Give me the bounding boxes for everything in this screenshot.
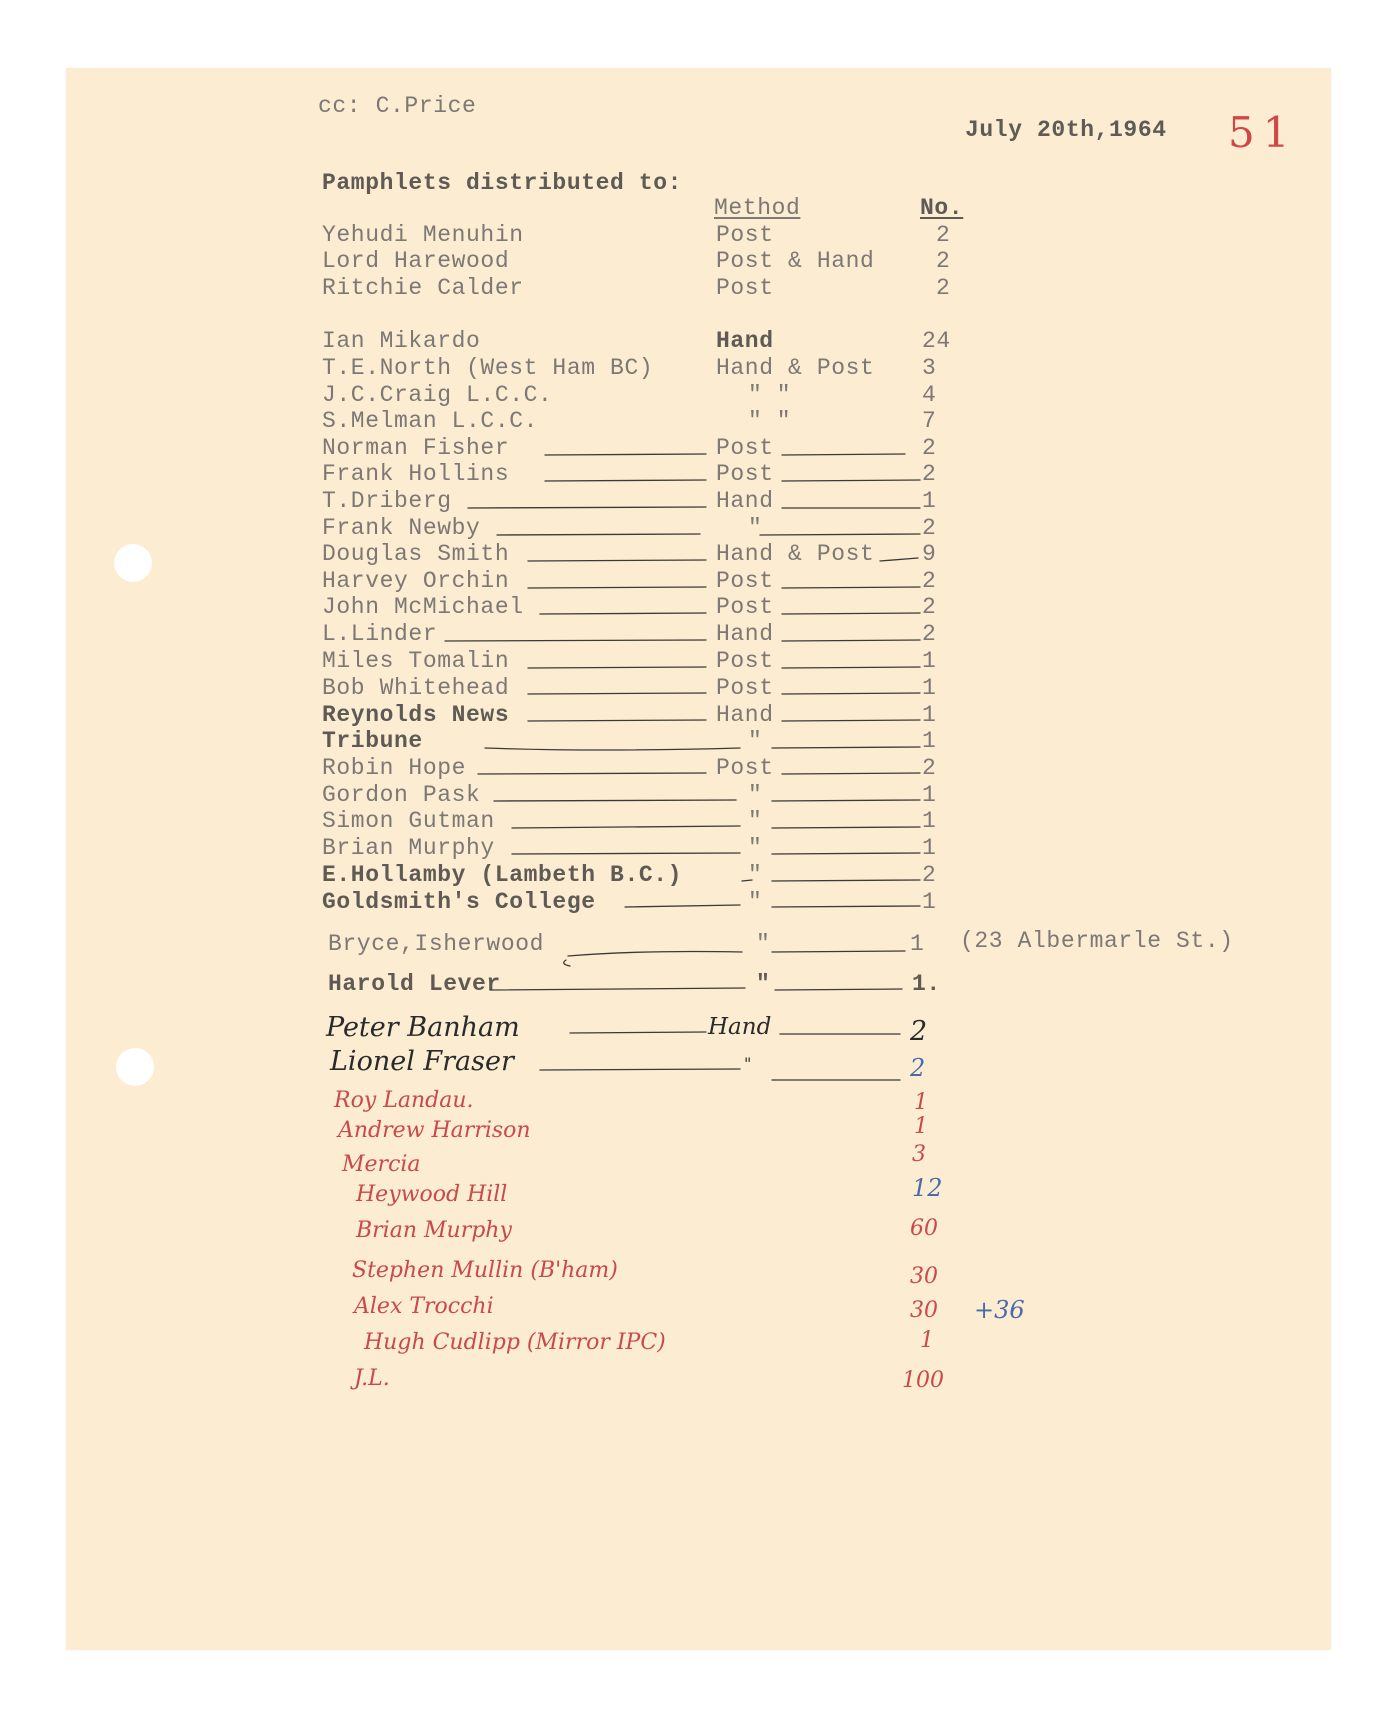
handwritten-entry-number: 2 [910, 1016, 928, 1047]
entry-name: J.C.Craig L.C.C. [322, 382, 553, 408]
leader-line [478, 773, 920, 774]
entry-method: " [748, 515, 763, 541]
entry-name: Yehudi Menuhin [322, 222, 524, 248]
entry-number: 2 [922, 862, 937, 888]
handwritten-entry-number: 1 [914, 1090, 928, 1115]
entry-number: 2 [922, 755, 937, 781]
entry-name: Harold Lever [328, 971, 501, 997]
entry-name: Gordon Pask [322, 782, 481, 808]
entry-method: " " [748, 408, 792, 434]
leader-line [545, 454, 905, 455]
entry-number: 4 [922, 382, 937, 408]
leader-line [528, 587, 920, 588]
entry-name: S.Melman L.C.C. [322, 408, 539, 434]
leader-line [494, 800, 920, 801]
entry-name: Ian Mikardo [322, 328, 481, 354]
entry-method: Post [716, 568, 774, 594]
entry-number: 1 [922, 675, 937, 701]
leader-line [528, 558, 918, 561]
leader-line [485, 747, 920, 750]
entry-method: " [756, 931, 771, 957]
entry-number: 1 [922, 835, 937, 861]
entry-number: 9 [922, 541, 937, 567]
entry-method: " [748, 889, 763, 915]
entry-name: Miles Tomalin [322, 648, 510, 674]
entry-name: Norman Fisher [322, 435, 510, 461]
entry-method: " [748, 782, 763, 808]
handwritten-entry-number: 60 [910, 1216, 938, 1241]
entry-number: 1. [912, 971, 941, 997]
leader-line [625, 905, 920, 907]
entry-method: Post [716, 461, 774, 487]
entry-name: Frank Hollins [322, 461, 510, 487]
handwritten-entry-number: 100 [902, 1368, 944, 1393]
handwritten-entry-name: Mercia [342, 1152, 421, 1177]
entry-method: Post [716, 675, 774, 701]
entry-name: Simon Gutman [322, 808, 495, 834]
page-number: 51 [1228, 108, 1298, 157]
handwritten-entry-name: Hugh Cudlipp (Mirror IPC) [364, 1330, 666, 1355]
entry-name: L.Linder [322, 621, 438, 647]
entry-method: " [748, 862, 763, 888]
letter-date: July 20th,1964 [965, 117, 1167, 143]
entry-method: Post [716, 435, 774, 461]
entry-number: 1 [922, 648, 937, 674]
handwritten-additional-count: +36 [974, 1296, 1025, 1324]
entry-number: 2 [936, 222, 951, 248]
handwritten-entry-name: J.L. [354, 1366, 390, 1391]
entry-number: 1 [922, 782, 937, 808]
entry-number: 2 [936, 275, 951, 301]
leader-line [512, 826, 920, 828]
entry-number: 1 [922, 889, 937, 915]
entry-method: Post [716, 594, 774, 620]
document-title: Pamphlets distributed to: [322, 170, 683, 196]
handwritten-entry-method: " [744, 1054, 752, 1073]
leader-line [568, 951, 905, 956]
entry-method: " [748, 835, 763, 861]
handwritten-entry-number: 30 [910, 1264, 938, 1289]
entry-method: Post [716, 275, 774, 301]
entry-number: 2 [922, 461, 937, 487]
handwritten-entry-number: 2 [910, 1054, 926, 1082]
entry-method: Hand [716, 488, 774, 514]
entry-number: 1 [910, 931, 925, 957]
handwritten-entry-number: 12 [912, 1174, 943, 1202]
entry-method: Post [716, 222, 774, 248]
handwritten-entry-name: Brian Murphy [356, 1218, 512, 1243]
leader-line [540, 1069, 900, 1080]
entry-name: Lord Harewood [322, 248, 510, 274]
entry-name: Ritchie Calder [322, 275, 524, 301]
entry-method: " [748, 728, 763, 754]
leader-line [512, 853, 920, 854]
number-column-header: No. [920, 195, 964, 221]
entry-number: 1 [922, 808, 937, 834]
leader-line [528, 693, 920, 694]
entry-number: 2 [922, 515, 937, 541]
entry-name: Goldsmith's College [322, 889, 596, 915]
handwritten-entry-name: Peter Banham [326, 1012, 520, 1043]
entry-number: 2 [922, 594, 937, 620]
handwritten-entry-name: Roy Landau. [334, 1088, 474, 1113]
leader-line [445, 640, 920, 641]
entry-name: E.Hollamby (Lambeth B.C.) [322, 862, 683, 888]
entry-method: Hand [716, 702, 774, 728]
entry-number: 1 [922, 488, 937, 514]
entry-name: Tribune [322, 728, 423, 754]
entry-name: Douglas Smith [322, 541, 510, 567]
entry-method: Hand & Post [716, 541, 875, 567]
entry-method: " " [748, 382, 792, 408]
leader-line [540, 613, 920, 614]
entry-number: 7 [922, 408, 937, 434]
cc-line: cc: C.Price [318, 93, 477, 119]
entry-name: Bryce,Isherwood [328, 931, 545, 957]
leader-line [742, 880, 920, 881]
entry-name: Harvey Orchin [322, 568, 510, 594]
handwritten-entry-number: 1 [920, 1328, 934, 1353]
entry-name: Brian Murphy [322, 835, 495, 861]
entry-number: 1 [922, 702, 937, 728]
method-column-header: Method [714, 195, 801, 221]
entry-name: John McMichael [322, 594, 524, 620]
handwritten-entry-name: Stephen Mullin (B'ham) [352, 1258, 618, 1283]
handwritten-entry-name: Lionel Fraser [330, 1046, 514, 1077]
leader-line [528, 667, 920, 668]
leader-line [564, 960, 570, 966]
entry-number: 24 [922, 328, 951, 354]
entry-method: Hand [716, 328, 774, 354]
entry-name: Bob Whitehead [322, 675, 510, 701]
entry-method: Post & Hand [716, 248, 875, 274]
entry-name: Robin Hope [322, 755, 467, 781]
leader-line [490, 988, 902, 990]
handwritten-entry-method: Hand [708, 1014, 772, 1040]
entry-number: 3 [922, 355, 937, 381]
entry-method: Post [716, 648, 774, 674]
entry-method: " [748, 808, 763, 834]
address-note: (23 Albermarle St.) [960, 928, 1234, 954]
handwritten-entry-name: Heywood Hill [356, 1182, 508, 1207]
entry-method: Hand & Post [716, 355, 875, 381]
handwritten-entry-name: Andrew Harrison [338, 1118, 531, 1143]
entry-name: Frank Newby [322, 515, 481, 541]
entry-method: " [756, 971, 771, 997]
leader-line [545, 480, 920, 481]
entry-name: T.E.North (West Ham BC) [322, 355, 654, 381]
entry-name: Reynolds News [322, 702, 510, 728]
handwritten-entry-number: 1 [914, 1114, 928, 1139]
handwritten-entry-number: 3 [912, 1142, 926, 1167]
leader-line [570, 1032, 900, 1034]
entry-number: 2 [936, 248, 951, 274]
entry-method: Post [716, 755, 774, 781]
handwritten-entry-name: Alex Trocchi [354, 1294, 494, 1319]
leader-line [468, 507, 920, 508]
entry-number: 2 [922, 435, 937, 461]
entry-name: T.Driberg [322, 488, 452, 514]
entry-number: 2 [922, 621, 937, 647]
leader-line [497, 534, 920, 535]
entry-number: 1 [922, 728, 937, 754]
entry-number: 2 [922, 568, 937, 594]
entry-method: Hand [716, 621, 774, 647]
leader-line [528, 720, 920, 721]
handwritten-entry-number: 30 [910, 1298, 938, 1323]
